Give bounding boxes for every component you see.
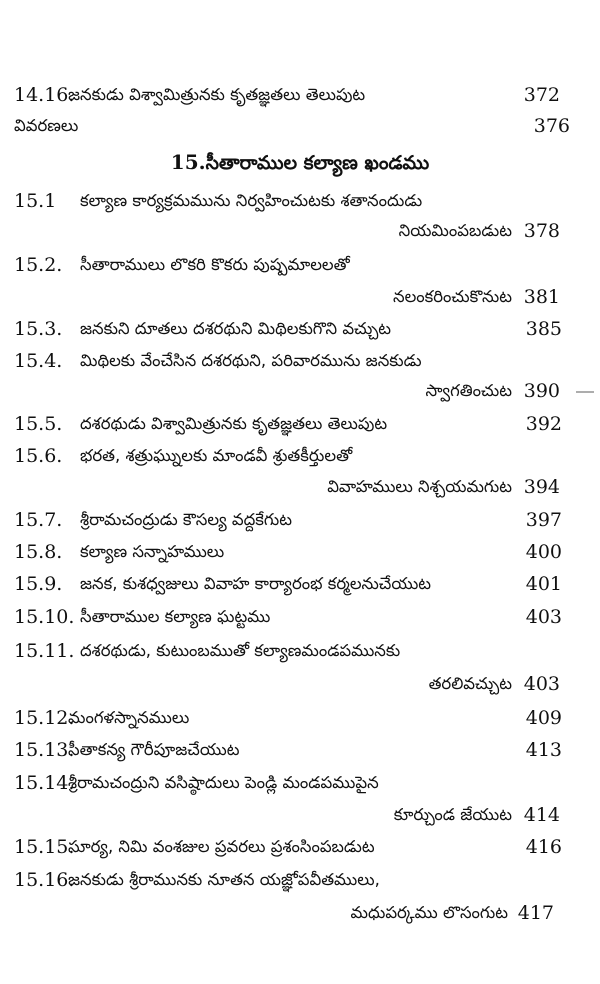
toc-entry-continuation [0,798,600,832]
entry-title: భరత, శత్రుఘ్నులకు మాండవీ శ్రుతకీర్తులతో [80,446,353,465]
toc-entry [0,312,600,346]
toc-entry [0,830,600,864]
entry-title: దశరథుడు విశ్వామిత్రునకు కృతజ్ఞతలు తెలుపుట [80,414,388,433]
scan-mark [576,391,594,393]
entry-number: 15.1 [14,190,57,212]
entry-title: జనకుడు విశ్వామిత్రునకు కృతజ్ఞతలు తెలుపుట [68,85,366,104]
entry-title-continuation: తరలివచ్చుట [428,674,512,693]
toc-entry [0,344,600,378]
entry-title: జనకుని దూతలు దశరథుని మిథిలకుగొని వచ్చుట [80,319,392,338]
toc-entry [0,634,600,668]
entry-title: సీతారాములు లొకరి కొకరు పుష్పమాలలతో [80,255,350,274]
entry-title: శ్రీరామచంద్రుని వసిష్ఠాదులు పెండ్లి మండపముపైన [68,773,379,792]
section-number: 15. [170,150,206,174]
toc-entry [0,78,600,112]
entry-page: 417 [517,902,554,924]
toc-entry-continuation [0,667,600,701]
entry-page: 409 [525,707,562,729]
entry-number: 15.3. [14,318,63,340]
entry-number: 15.7. [14,509,63,531]
toc-entry [0,733,600,767]
entry-page: 376 [533,115,570,137]
toc-entry [0,248,600,282]
entry-title-continuation: నలంకరించుకొనుట [392,287,512,306]
toc-entry-continuation [0,470,600,504]
entry-number: 15.6. [14,445,63,467]
entry-title: సీతాకన్య గౌరీపూజచేయుట [68,740,240,759]
entry-number: 15.2. [14,254,63,276]
entry-title-continuation: స్వాగతించుట [425,381,512,400]
toc-entry [0,863,600,897]
entry-page: 403 [523,673,560,695]
entry-title-continuation: కూర్చుండ జేయుట [393,805,512,824]
entry-title-continuation: నియమింపబడుట [398,221,512,240]
toc-entry [0,184,600,218]
entry-title: వివరణలు [14,116,79,135]
toc-entry-continuation [0,214,600,248]
toc-entry [0,109,600,143]
section-title: సీతారాముల కల్యాణ ఖండము [205,152,430,174]
toc-entry [0,535,600,569]
entry-page: 390 [523,380,560,402]
toc-entry-continuation [0,896,600,930]
toc-entry [0,503,600,537]
entry-page: 385 [525,318,562,340]
entry-page: 403 [525,606,562,628]
entry-page: 394 [523,476,560,498]
entry-page: 397 [525,509,562,531]
entry-title: కల్యాణ కార్యక్రమమును నిర్వహించుటకు శతానందుడు [80,191,423,210]
toc-entry [0,766,600,800]
entry-number: 15.11. [14,640,75,662]
entry-page: 392 [525,413,562,435]
entry-title: మంగళస్నానములు [68,708,190,727]
section-heading [0,144,600,180]
entry-number: 14.16. [14,84,75,106]
toc-entry [0,439,600,473]
entry-number: 15.4. [14,350,63,372]
entry-title: శ్రీరామచంద్రుడు కౌసల్య వద్దకేగుట [80,510,292,529]
entry-page: 400 [525,541,562,563]
entry-number: 15.13. [14,739,75,761]
entry-number: 15.12. [14,707,75,729]
entry-number: 15.9. [14,573,63,595]
entry-title-continuation: వివాహములు నిశ్చయమగుట [327,477,512,496]
toc-entry-continuation [0,280,600,314]
entry-number: 15.14. [14,772,75,794]
entry-number: 15.16. [14,869,75,891]
entry-page: 414 [523,804,560,826]
entry-title: జనకుడు శ్రీరామునకు నూతన యజ్ఞోపవీతములు, [68,870,380,889]
entry-title: సూర్య, నిమి వంశజుల ప్రవరలు ప్రశంసింపబడుట [68,837,375,856]
entry-number: 15.5. [14,413,63,435]
entry-title: సీతారాముల కల్యాణ ఘట్టము [80,607,271,626]
entry-number: 15.10. [14,606,75,628]
toc-entry-continuation [0,374,600,408]
entry-page: 372 [523,84,560,106]
toc-entry [0,407,600,441]
entry-title: దశరథుడు, కుటుంబముతో కల్యాణమండపమునకు [80,641,401,660]
entry-title: కల్యాణ సన్నాహములు [80,542,225,561]
entry-page: 416 [525,836,562,858]
entry-title-continuation: మధుపర్కము లొసంగుట [350,903,508,922]
entry-page: 401 [525,573,562,595]
toc-entry [0,600,600,634]
entry-number: 15.15. [14,836,75,858]
entry-page: 378 [523,220,560,242]
entry-title: జనక, కుశధ్వజులు వివాహ కార్యారంభ కర్మలనుచేయుట [80,574,432,593]
toc-entry [0,701,600,735]
entry-page: 381 [523,286,560,308]
entry-number: 15.8. [14,541,63,563]
entry-title: మిథిలకు వేంచేసిన దశరథుని, పరివారమును జనకుడు [80,351,422,370]
toc-entry [0,567,600,601]
entry-page: 413 [525,739,562,761]
